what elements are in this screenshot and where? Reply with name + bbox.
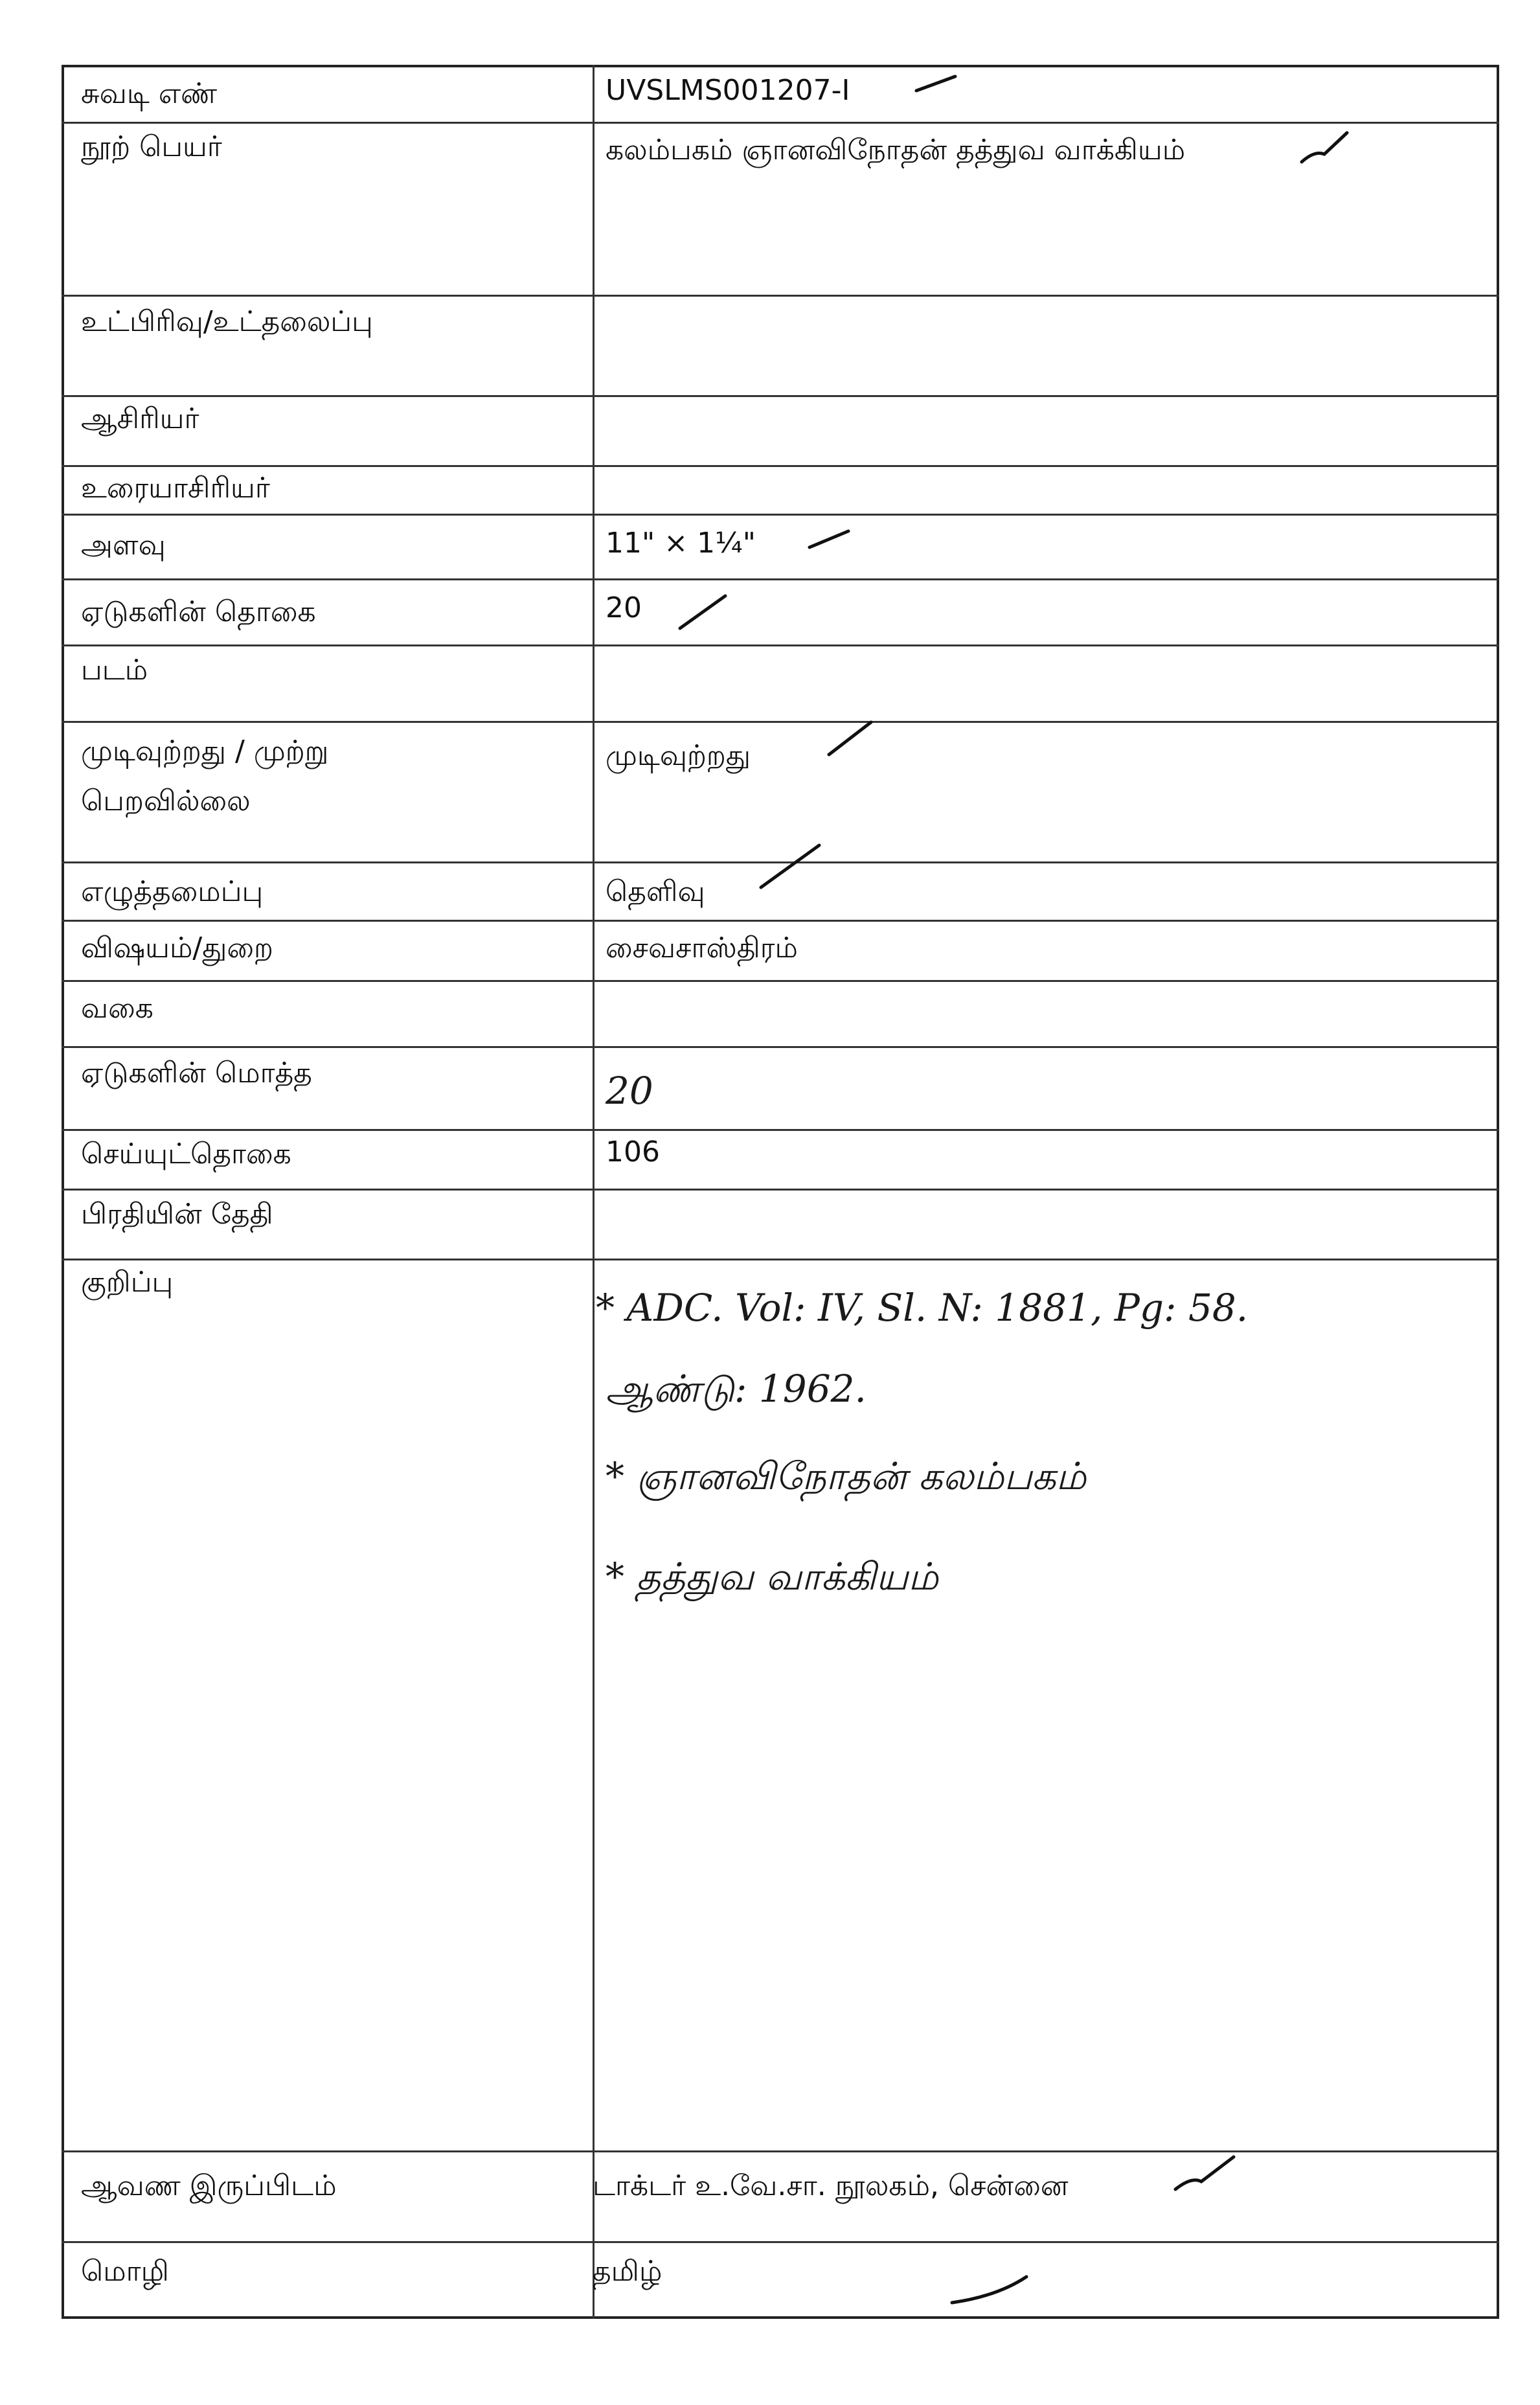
- label-type: வகை: [81, 992, 153, 1025]
- row-divider: [62, 1189, 1499, 1191]
- note-line-3: * ஞானவிநோதன் கலம்பகம்: [606, 1454, 1087, 1498]
- row-divider: [62, 920, 1499, 922]
- value-manuscript-number: UVSLMS001207-I: [606, 74, 850, 107]
- value-script: தெளிவு: [606, 875, 705, 908]
- note-line-4: * தத்துவ வாக்கியம்: [606, 1555, 939, 1599]
- row-divider: [62, 1129, 1499, 1131]
- row-divider: [62, 395, 1499, 397]
- row-divider: [62, 1046, 1499, 1048]
- label-leaf-count: ஏடுகளின் தொகை: [81, 595, 316, 628]
- note-line-1: * ADC. Vol: IV, Sl. N: 1881, Pg: 58.: [596, 1286, 1249, 1330]
- label-language: மொழி: [81, 2255, 169, 2288]
- row-divider: [62, 514, 1499, 516]
- label-copy-date: பிரதியின் தேதி: [81, 1198, 273, 1231]
- row-divider: [62, 721, 1499, 723]
- value-total-leaves-handwritten: 20: [606, 1069, 653, 1113]
- label-repository: ஆவண இருப்பிடம்: [81, 2169, 337, 2202]
- value-leaf-count: 20: [606, 591, 642, 624]
- label-title: நூற் பெயர்: [81, 130, 222, 163]
- row-divider: [62, 1259, 1499, 1260]
- label-size: அளவு: [81, 529, 166, 562]
- value-subject: சைவசாஸ்திரம்: [606, 931, 798, 964]
- label-subtitle: உட்பிரிவு/உட்தலைப்பு: [81, 305, 373, 338]
- value-title: கலம்பகம் ஞானவிநோதன் தத்துவ வாக்கியம்: [606, 133, 1186, 166]
- column-divider: [593, 65, 594, 2319]
- row-divider: [62, 2150, 1499, 2152]
- value-verse-count: 106: [606, 1135, 660, 1168]
- label-manuscript-number: சுவடி எண்: [81, 77, 218, 110]
- row-divider: [62, 122, 1499, 124]
- label-total-leaves: ஏடுகளின் மொத்த: [81, 1056, 312, 1089]
- form-border: [62, 65, 1499, 2319]
- label-subject: விஷயம்/துறை: [81, 931, 273, 964]
- row-divider: [62, 578, 1499, 580]
- label-completeness-line2: பெறவில்லை: [81, 784, 251, 817]
- label-notes: குறிப்பு: [81, 1266, 174, 1299]
- value-language: தமிழ்: [593, 2255, 662, 2288]
- row-divider: [62, 861, 1499, 863]
- row-divider: [62, 2241, 1499, 2243]
- row-divider: [62, 980, 1499, 982]
- label-illustration: படம்: [81, 654, 148, 687]
- value-repository: டாக்டர் உ.வே.சா. நூலகம், சென்னை: [593, 2169, 1069, 2202]
- note-line-2: ஆண்டு: 1962.: [606, 1367, 866, 1411]
- label-author: ஆசிரியர்: [81, 402, 199, 435]
- label-commentator: உரையாசிரியர்: [81, 472, 270, 505]
- row-divider: [62, 295, 1499, 297]
- label-script: எழுத்தமைப்பு: [81, 875, 264, 908]
- value-size: 11" × 1¼": [606, 527, 756, 560]
- row-divider: [62, 465, 1499, 467]
- row-divider: [62, 644, 1499, 646]
- label-verse-count: செய்யுட்தொகை: [81, 1137, 291, 1170]
- value-completeness: முடிவுற்றது: [606, 739, 751, 772]
- label-completeness: முடிவுற்றது / முற்று: [81, 735, 329, 768]
